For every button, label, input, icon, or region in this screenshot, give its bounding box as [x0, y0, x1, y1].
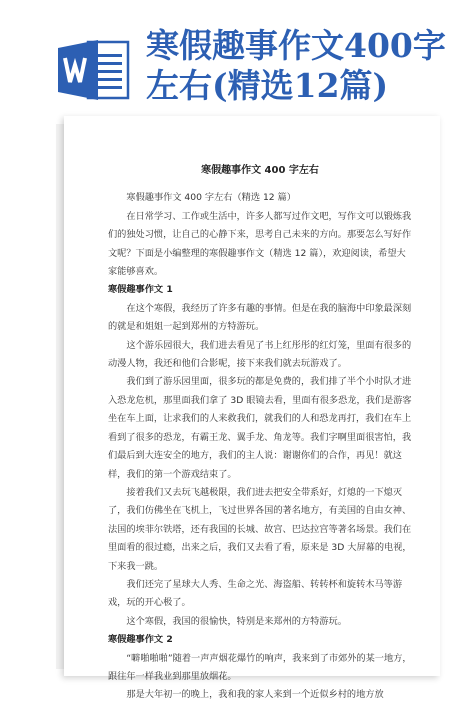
paragraph: 这个寒假，我国的很愉快，特别是来郑州的方特游玩。: [126, 615, 347, 627]
paragraph: 我们到了游乐园里面，很多玩的都是免费的，我们排了半个小时队才进入恐龙危机，那里面我们拿了 3D 眼镜去看，里面有很多恐龙，我们是游客坐在车上面，让求我们的人来救我们，就我们的人和恐龙再打，我们在车上看到了很多的恐龙，有霸王龙、翼手龙、角龙等。我们字啊里面很害怕，我们最后到大连安全的地方，我们的主人说：谢谢你们的合作，再见！就这样，我们的第一个游戏结束了。: [108, 376, 412, 480]
paragraph: 接着我们又去玩飞越极限，我们进去把安全带系好，灯熄的一下熄灭了，我们仿佛坐在飞机上，飞过世界各国的著名地方，有美国的自由女神、法国的埃菲尔铁塔，还有我国的长城、故宫、巴达拉宫等著名场景。我们在里面看的很过瘾，出来之后，我们又去看了看，原来是 3D 大屏幕的电视，下来我一跳。: [108, 486, 412, 572]
paragraph: 在日常学习、工作或生活中，许多人都写过作文吧，写作文可以锻炼我们的独处习惯，让自己的心静下来，思考自己未来的方向。那要怎么写好作文呢？下面是小编整理的寒假趣事作文（精选 12 篇），欢迎阅读，希望大家能够喜欢。: [108, 210, 412, 278]
section-heading: 寒假趣事作文 2: [108, 634, 173, 646]
document-body: [108, 162, 412, 705]
banner-title: 寒假趣事作文400字左右(精选12篇): [146, 26, 446, 105]
paragraph: 在这个寒假，我经历了许多有趣的事情。但是在我的脑海中印象最深刻的就是和姐姐一起到郑州的方特游玩。: [108, 302, 412, 333]
section-heading: 寒假趣事作文 1: [108, 284, 173, 296]
document-title: 寒假趣事作文 400 字左右: [201, 165, 319, 176]
paragraph: 寒假趣事作文 400 字左右（精选 12 篇）: [126, 192, 296, 204]
header-banner: [0, 0, 474, 112]
word-document-icon: [58, 38, 130, 102]
paragraph: 我们还完了星球大人秀、生命之光、海盗船、转转杯和旋转木马等游戏，玩的开心极了。: [108, 578, 403, 609]
paragraph: “噼啪啪啪”随着一声声烟花爆竹的响声，我来到了市郊外的某一地方，跟往年一样我业到那里放烟花。: [108, 652, 412, 682]
paragraph: 那是大年初一的晚上，我和我的家人来到一个近似乡村的地方放: [126, 689, 384, 701]
paragraph: 这个游乐园很大，我们进去看见了书上红彤彤的红灯笼，里面有很多的动漫人物，我还和他们合影呢，接下来我们就去玩游戏了。: [108, 339, 412, 370]
